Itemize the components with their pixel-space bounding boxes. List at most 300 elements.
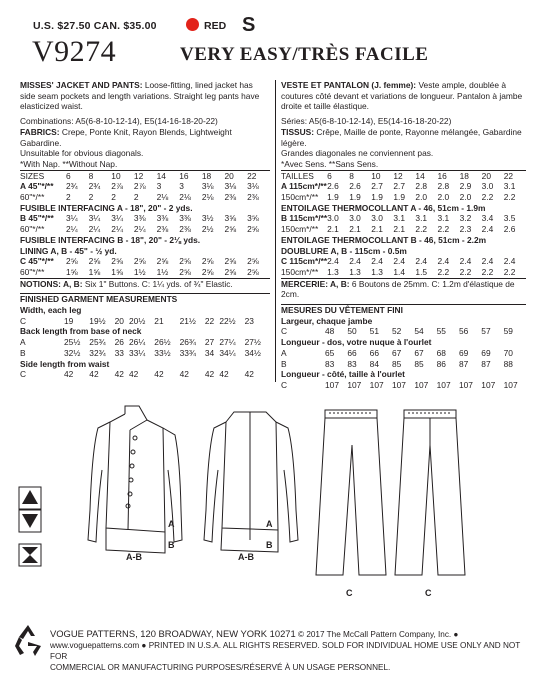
english-yardage-cell: 2⅞ xyxy=(111,181,123,192)
french-yardage-row xyxy=(281,256,526,267)
french-column xyxy=(281,80,526,391)
french-yardage-cell: 150cm*/** xyxy=(281,192,319,203)
english-yardage-cell: 2⅛ xyxy=(179,192,191,203)
english-yardage-table xyxy=(20,170,270,278)
french-measure-row xyxy=(281,316,526,327)
english-yardage-cell: 2 xyxy=(66,192,71,203)
french-yardage-cell: 1.3 xyxy=(371,266,383,277)
english-yardage-cell: 2⅜ xyxy=(247,192,259,203)
french-yardage-cell: 2.6 xyxy=(503,224,516,235)
french-yardage-cell: 2.8 xyxy=(415,181,428,192)
english-measure-cell: 42 xyxy=(219,369,229,380)
english-measure-cell: 22 xyxy=(204,315,215,326)
english-yardage-row xyxy=(20,235,270,246)
french-yardage-cell: 2.7 xyxy=(393,181,405,192)
french-yardage-cell: 3.1 xyxy=(393,213,405,224)
french-yardage-cell: 20 xyxy=(481,170,491,181)
french-measure-cell: 50 xyxy=(347,326,357,337)
english-yardage-cell: 2⅛ xyxy=(156,192,169,203)
english-measure-cell: 32¾ xyxy=(89,347,106,358)
english-yardage-cell: 3½ xyxy=(201,213,214,224)
english-yardage-cell: 2¼ xyxy=(133,224,146,235)
column-divider xyxy=(275,80,276,382)
english-yardage-cell: 2¾ xyxy=(88,181,101,192)
english-measure-cell: Side length from waist xyxy=(20,358,110,369)
english-yardage-row xyxy=(20,246,270,257)
english-measure-cell: 27½ xyxy=(244,337,261,348)
french-measure-cell: 68 xyxy=(436,347,446,358)
english-description: MISSES' JACKET AND PANTS: Loose-fitting, lined jacket has side seam pockets and length variations. Straight leg pants have elasticized waist. xyxy=(20,80,260,112)
english-measure-cell: C xyxy=(20,315,27,326)
english-measure-cell: Width, each leg xyxy=(20,305,82,316)
english-yardage-cell: 2⅝ xyxy=(201,266,214,277)
french-measurements-title: MESURES DU VÊTEMENT FINI xyxy=(281,304,526,316)
french-yardage-cell: 3.1 xyxy=(415,213,428,224)
english-yardage-cell: 2⅞ xyxy=(133,181,146,192)
english-yardage-cell: 60"*/** xyxy=(20,266,45,277)
english-yardage-cell: 2⅜ xyxy=(179,224,191,235)
french-measure-cell: 86 xyxy=(436,358,446,369)
english-yardage-cell: 2⅝ xyxy=(224,266,237,277)
english-yardage-cell: 2 xyxy=(111,192,116,203)
english-yardage-cell: 2¾ xyxy=(66,181,78,192)
english-yardage-cell: 3⅜ xyxy=(133,213,146,224)
french-yardage-cell: 1.5 xyxy=(415,266,428,277)
english-yardage-cell: C 45"*/** xyxy=(20,256,54,267)
english-measure-row xyxy=(20,369,270,380)
french-measure-cell: 69 xyxy=(458,347,469,358)
french-measure-cell: B xyxy=(281,358,287,369)
english-yardage-cell: 8 xyxy=(88,170,94,181)
french-measure-cell: 107 xyxy=(436,379,451,390)
english-measure-cell: 32½ xyxy=(64,347,81,358)
french-yardage-cell: ENTOILAGE THERMOCOLLANT A - 46, 51cm - 1.9m xyxy=(281,202,486,213)
english-yardage-cell: 12 xyxy=(133,170,144,181)
french-measure-cell: Longueur - dos, votre nuque à l'ourlet xyxy=(281,337,432,348)
english-yardage-cell: 10 xyxy=(111,170,121,181)
french-yardage-cell: 2.4 xyxy=(371,256,383,267)
french-measure-cell: 107 xyxy=(369,379,384,390)
english-yardage-cell: 18 xyxy=(201,170,212,181)
french-measure-cell: Largeur, chaque jambe xyxy=(281,315,373,326)
french-yardage-table xyxy=(281,170,526,278)
english-nap-note: *With Nap. **Without Nap. xyxy=(20,158,118,169)
french-measure-cell: 85 xyxy=(414,358,424,369)
english-yardage-cell: 3¼ xyxy=(88,213,101,224)
english-yardage-cell: 20 xyxy=(224,170,234,181)
english-yardage-cell: 2⅝ xyxy=(179,256,191,267)
jacket-front-drawing xyxy=(88,406,182,553)
french-yardage-cell: 150cm*/** xyxy=(281,266,319,277)
english-yardage-cell: 16 xyxy=(179,170,189,181)
english-yardage-cell: 3⅝ xyxy=(224,213,237,224)
english-measurements-title: FINISHED GARMENT MEASUREMENTS xyxy=(20,293,270,305)
french-yardage-cell: 2.4 xyxy=(481,256,494,267)
french-measure-row xyxy=(281,326,526,337)
french-description: VESTE ET PANTALON (J. femme): Veste ample, doublée à coutures côté devant et variations de longueur. Pantalon à jambe droite et taille élastique. xyxy=(281,80,523,112)
english-yardage-cell: 2⅝ xyxy=(88,256,101,267)
french-measure-cell: A xyxy=(281,347,287,358)
french-measure-cell: 59 xyxy=(503,326,513,337)
french-yardage-cell: 2.2 xyxy=(437,266,450,277)
english-measure-cell: 23 xyxy=(244,315,254,326)
english-measure-cell: 42 xyxy=(204,369,215,380)
english-measure-cell: 34 xyxy=(204,347,215,358)
french-measure-row xyxy=(281,369,526,380)
english-yardage-cell: 2⅜ xyxy=(156,224,169,235)
french-measure-cell: 107 xyxy=(458,379,473,390)
english-yardage-cell: 2⅝ xyxy=(111,256,123,267)
french-nap-note: *Avec Sens. **Sans Sens. xyxy=(281,158,379,169)
french-measure-cell: 107 xyxy=(414,379,429,390)
english-measure-cell: 26¾ xyxy=(179,337,196,348)
english-yardage-cell: FUSIBLE INTERFACING A - 18", 20" - 2 yds. xyxy=(20,202,193,213)
french-fabrics: TISSUS: Crêpe, Maille de ponte, Rayonne mélangée, Gabardine légère. xyxy=(281,126,522,148)
english-measure-cell: 42 xyxy=(114,369,124,380)
french-yardage-cell: 6 xyxy=(327,170,332,181)
size-letter: S xyxy=(242,14,256,36)
french-yardage-cell: 1.9 xyxy=(327,192,339,203)
english-yardage-cell: 60"*/** xyxy=(20,192,45,203)
french-yardage-row xyxy=(281,203,526,214)
english-measure-cell: B xyxy=(20,347,26,358)
english-measure-cell: 33½ xyxy=(154,347,171,358)
english-measure-cell: C xyxy=(20,369,27,380)
french-measure-cell: 69 xyxy=(481,347,491,358)
english-yardage-cell: 1½ xyxy=(156,266,169,277)
pants-front-drawing xyxy=(316,410,386,575)
french-yardage-cell: 1.3 xyxy=(349,266,361,277)
english-yardage-row xyxy=(20,256,270,267)
french-measure-cell: 83 xyxy=(325,358,335,369)
french-measure-cell: 66 xyxy=(369,347,379,358)
french-measure-cell: 88 xyxy=(503,358,513,369)
french-measure-cell: 67 xyxy=(391,347,402,358)
english-measure-cell: 27¼ xyxy=(219,337,236,348)
french-yardage-cell: 2.9 xyxy=(459,181,472,192)
english-yardage-row xyxy=(20,213,270,224)
footer-line-1: VOGUE PATTERNS, 120 BROADWAY, NEW YORK 10271 © 2017 The McCall Pattern Company, Inc. ● xyxy=(50,628,459,639)
english-yardage-cell: 2⅜ xyxy=(224,192,237,203)
french-measure-cell: 57 xyxy=(481,326,491,337)
french-yardage-cell: 1.3 xyxy=(327,266,339,277)
french-yardage-row xyxy=(281,170,526,181)
english-measure-cell: 42 xyxy=(154,369,164,380)
english-measure-cell: 27 xyxy=(204,337,215,348)
french-yardage-cell: 3.0 xyxy=(371,213,383,224)
english-measure-row xyxy=(20,316,270,327)
french-yardage-cell: 2.7 xyxy=(371,181,383,192)
french-yardage-cell: 2.2 xyxy=(503,266,516,277)
english-unsuitable: Unsuitable for obvious diagonals. xyxy=(20,148,144,159)
french-yardage-cell: 2.6 xyxy=(349,181,361,192)
french-yardage-cell: 3.1 xyxy=(437,213,450,224)
french-yardage-cell: 150cm*/** xyxy=(281,224,319,235)
english-yardage-cell: 22 xyxy=(247,170,257,181)
french-yardage-cell: 2.4 xyxy=(349,256,361,267)
french-yardage-cell: B 115cm*/** xyxy=(281,213,328,224)
french-yardage-row xyxy=(281,213,526,224)
french-yardage-row xyxy=(281,246,526,257)
french-measure-cell: 84 xyxy=(369,358,379,369)
english-yardage-cell: B 45"*/** xyxy=(20,213,54,224)
french-yardage-cell: 2.0 xyxy=(415,192,428,203)
english-measure-cell: 21 xyxy=(154,315,164,326)
difficulty-label: VERY EASY/TRÈS FACILE xyxy=(180,44,429,65)
french-yardage-cell: 2.2 xyxy=(481,192,494,203)
english-yardage-cell: 1⅝ xyxy=(88,266,101,277)
color-label: RED xyxy=(204,20,227,32)
english-measure-cell: 33 xyxy=(114,347,124,358)
french-yardage-cell: 2.0 xyxy=(459,192,472,203)
french-measure-cell: 85 xyxy=(391,358,402,369)
jacket-front-hem-b: B xyxy=(168,540,175,550)
english-measurements-table xyxy=(20,305,270,380)
french-yardage-cell: 2.2 xyxy=(481,266,494,277)
english-measure-row xyxy=(20,348,270,359)
english-notions: NOTIONS: A, B: Six 1" Buttons. C: 1¼ yds. of ¾" Elastic. xyxy=(20,278,270,290)
jacket-back-label: A-B xyxy=(238,552,254,562)
french-yardage-cell: 3.0 xyxy=(481,181,494,192)
english-yardage-cell: 2¼ xyxy=(111,224,123,235)
french-yardage-cell: 1.9 xyxy=(371,192,383,203)
pants-back-label: C xyxy=(425,588,432,598)
price-label: U.S. $27.50 CAN. $35.00 xyxy=(33,20,157,32)
recycle-icon xyxy=(10,622,46,658)
english-yardage-cell: 60"*/** xyxy=(20,224,45,235)
french-measure-cell: 107 xyxy=(391,379,406,390)
english-yardage-cell: 3¼ xyxy=(111,213,123,224)
english-measure-cell: 22½ xyxy=(219,315,236,326)
french-yardage-cell: 2.8 xyxy=(437,181,450,192)
pants-back-drawing xyxy=(395,410,465,575)
french-yardage-cell: 3.4 xyxy=(481,213,494,224)
french-yardage-cell: 2.6 xyxy=(327,181,339,192)
english-fabrics: FABRICS: Crepe, Ponte Knit, Rayon Blends, Lightweight Gabardine. xyxy=(20,126,232,148)
french-measure-row xyxy=(281,337,526,348)
french-measure-cell: C xyxy=(281,326,288,337)
english-measure-cell: Back length from base of neck xyxy=(20,326,142,337)
english-measure-cell: 34¼ xyxy=(219,347,236,358)
french-measure-row xyxy=(281,359,526,370)
french-yardage-cell: A 115cm*/** xyxy=(281,181,327,192)
english-yardage-cell: 3 xyxy=(156,181,162,192)
jacket-front-label: A-B xyxy=(126,552,142,562)
french-yardage-cell: 2.4 xyxy=(393,256,405,267)
french-measure-cell: 66 xyxy=(347,347,357,358)
english-measure-cell: 20½ xyxy=(129,315,146,326)
footer-line-3: COMMERCIAL OR MANUFACTURING PURPOSES/RÉSERVÉ À UN USAGE PERSONNEL. xyxy=(50,663,391,672)
english-combinations: Combinations: A5(6-8-10-12-14), E5(14-16-18-20-22) xyxy=(20,116,218,127)
english-yardage-row xyxy=(20,267,270,278)
english-yardage-cell: 2⅝ xyxy=(133,256,146,267)
french-measure-row xyxy=(281,380,526,391)
english-yardage-cell: 2⅝ xyxy=(66,256,78,267)
french-yardage-cell: 14 xyxy=(415,170,425,181)
english-yardage-cell: 2 xyxy=(133,192,139,203)
english-measure-row xyxy=(20,359,270,370)
english-yardage-cell: 14 xyxy=(156,170,166,181)
english-yardage-cell: 2⅛ xyxy=(201,192,214,203)
french-yardage-cell: 2.4 xyxy=(481,224,494,235)
french-yardage-cell: C 115cm*/** xyxy=(281,256,328,267)
french-yardage-cell: 22 xyxy=(503,170,514,181)
english-measure-cell: 20 xyxy=(114,315,124,326)
footer-text xyxy=(50,628,530,673)
french-yardage-cell: 2.1 xyxy=(371,224,383,235)
french-yardage-cell: TAILLES xyxy=(281,170,314,181)
english-yardage-cell: 1⅝ xyxy=(66,266,78,277)
english-yardage-cell: 3⅛ xyxy=(224,181,237,192)
english-yardage-row xyxy=(20,203,270,214)
french-measure-cell: 51 xyxy=(369,326,379,337)
french-measure-cell: 70 xyxy=(503,347,513,358)
french-measure-row xyxy=(281,348,526,359)
english-yardage-cell: 1½ xyxy=(133,266,146,277)
french-measure-cell: 67 xyxy=(414,347,424,358)
french-measure-cell: 87 xyxy=(481,358,491,369)
english-measure-cell: 26¼ xyxy=(129,337,146,348)
french-yardage-cell: 2.1 xyxy=(327,224,339,235)
english-measure-cell: 21½ xyxy=(179,315,196,326)
french-unsuitable: Grandes diagonales ne conviennent pas. xyxy=(281,148,434,159)
english-measure-cell: 25½ xyxy=(64,337,81,348)
english-yardage-row xyxy=(20,224,270,235)
english-yardage-cell: 6 xyxy=(66,170,71,181)
english-yardage-cell: 2⅝ xyxy=(179,266,191,277)
french-yardage-cell: DOUBLURE A, B - 115cm - 0.5m xyxy=(281,245,407,256)
french-yardage-cell: 2.1 xyxy=(393,224,405,235)
english-measure-cell: 34½ xyxy=(244,347,261,358)
french-measure-cell: 107 xyxy=(481,379,496,390)
french-yardage-cell: 3.5 xyxy=(503,213,516,224)
pattern-number: V9274 xyxy=(32,35,117,68)
french-yardage-cell: 2.4 xyxy=(437,256,450,267)
french-yardage-cell: 2.3 xyxy=(459,224,472,235)
english-yardage-row xyxy=(20,192,270,203)
english-yardage-row xyxy=(20,181,270,192)
french-yardage-cell: 2.2 xyxy=(459,266,472,277)
french-yardage-cell: 2.4 xyxy=(327,256,339,267)
english-measure-row xyxy=(20,326,270,337)
english-yardage-cell: SIZES xyxy=(20,170,45,181)
english-yardage-cell: 2 xyxy=(88,192,94,203)
french-yardage-cell: 3.0 xyxy=(349,213,361,224)
french-yardage-cell: 1.4 xyxy=(393,266,405,277)
french-notions: MERCERIE: A, B: 6 Boutons de 25mm. C: 1.2m d'élastique de 2cm. xyxy=(281,278,526,300)
english-yardage-cell: 2⅝ xyxy=(224,256,237,267)
french-measure-cell: 48 xyxy=(325,326,335,337)
english-yardage-cell: 3 xyxy=(179,181,184,192)
english-yardage-cell: 1⅝ xyxy=(111,266,123,277)
english-yardage-cell: A 45"*/** xyxy=(20,181,54,192)
english-yardage-cell: LINING A, B - 45" - ½ yd. xyxy=(20,245,117,256)
french-measure-cell: 83 xyxy=(347,358,357,369)
english-measure-cell: 33¼ xyxy=(129,347,146,358)
english-yardage-row xyxy=(20,170,270,181)
english-yardage-cell: 3⅛ xyxy=(247,181,259,192)
french-measure-cell: 107 xyxy=(503,379,518,390)
jacket-back-drawing xyxy=(204,412,298,552)
french-measure-cell: 52 xyxy=(391,326,402,337)
english-yardage-cell: 2⅝ xyxy=(156,256,169,267)
english-measure-cell: 25¾ xyxy=(89,337,106,348)
color-dot-icon xyxy=(186,18,199,31)
french-yardage-row xyxy=(281,181,526,192)
french-measure-cell: 107 xyxy=(347,379,362,390)
french-measure-cell: 87 xyxy=(458,358,469,369)
french-yardage-row xyxy=(281,267,526,278)
french-yardage-cell: 2.0 xyxy=(437,192,450,203)
garment-illustrations xyxy=(0,400,540,615)
french-yardage-cell: 2.4 xyxy=(459,256,472,267)
french-measure-cell: 54 xyxy=(414,326,424,337)
english-measure-cell: 42 xyxy=(179,369,189,380)
french-measurements-table xyxy=(281,316,526,391)
english-yardage-cell: 2⅝ xyxy=(247,266,259,277)
french-yardage-row xyxy=(281,192,526,203)
french-yardage-cell: 16 xyxy=(437,170,447,181)
french-measure-cell: 107 xyxy=(325,379,339,390)
french-yardage-cell: 10 xyxy=(371,170,381,181)
english-yardage-cell: 2¼ xyxy=(88,224,101,235)
french-yardage-cell: 12 xyxy=(393,170,403,181)
english-yardage-cell: 3⅜ xyxy=(156,213,169,224)
english-yardage-cell: 3¼ xyxy=(66,213,78,224)
english-yardage-cell: 2⅝ xyxy=(201,256,214,267)
english-yardage-cell: FUSIBLE INTERFACING B - 18", 20" - 2⅛ yds. xyxy=(20,234,201,245)
french-yardage-cell: 2.2 xyxy=(503,192,516,203)
french-measure-cell: 56 xyxy=(458,326,469,337)
footer-line-2: www.voguepatterns.com ● PRINTED IN U.S.A. ALL RIGHTS RESERVED. SOLD FOR INDIVIDUAL HOME USE ONLY AND NOT FOR xyxy=(50,641,521,661)
english-yardage-cell: 2⅝ xyxy=(247,256,259,267)
french-yardage-cell: 8 xyxy=(349,170,354,181)
english-yardage-cell: 2⅝ xyxy=(247,224,259,235)
french-yardage-cell: 1.9 xyxy=(393,192,405,203)
english-measure-cell: 19 xyxy=(64,315,74,326)
english-yardage-cell: 2¼ xyxy=(66,224,78,235)
english-measure-cell: A xyxy=(20,337,26,348)
french-measure-cell: Longueur - côté, taille à l'ourlet xyxy=(281,369,405,380)
english-measure-cell: 42 xyxy=(64,369,74,380)
french-yardage-cell: 2.4 xyxy=(415,256,428,267)
french-yardage-cell: 3.1 xyxy=(503,181,516,192)
jacket-back-hem-b: B xyxy=(266,540,273,550)
french-yardage-row xyxy=(281,235,526,246)
english-yardage-cell: 3⅜ xyxy=(179,213,191,224)
english-measure-cell: 42 xyxy=(244,369,254,380)
english-yardage-cell: 2⅝ xyxy=(224,224,237,235)
layout-symbols xyxy=(19,487,41,566)
french-measure-cell: 55 xyxy=(436,326,446,337)
french-measure-cell: C xyxy=(281,379,288,390)
english-measure-row xyxy=(20,337,270,348)
english-yardage-cell: 2½ xyxy=(201,224,214,235)
english-yardage-cell: 3⅝ xyxy=(247,213,259,224)
french-yardage-row xyxy=(281,224,526,235)
jacket-front-hem-a: A xyxy=(168,519,175,529)
french-yardage-cell: 2.1 xyxy=(349,224,361,235)
english-column xyxy=(20,80,270,380)
english-measure-cell: 26½ xyxy=(154,337,171,348)
french-measure-cell: 65 xyxy=(325,347,335,358)
french-yardage-cell: 3.2 xyxy=(459,213,472,224)
french-yardage-cell: 2.2 xyxy=(437,224,450,235)
jacket-back-hem-a: A xyxy=(266,519,273,529)
english-measure-row xyxy=(20,305,270,316)
french-yardage-cell: 3.0 xyxy=(327,213,339,224)
english-measure-cell: 19½ xyxy=(89,315,106,326)
